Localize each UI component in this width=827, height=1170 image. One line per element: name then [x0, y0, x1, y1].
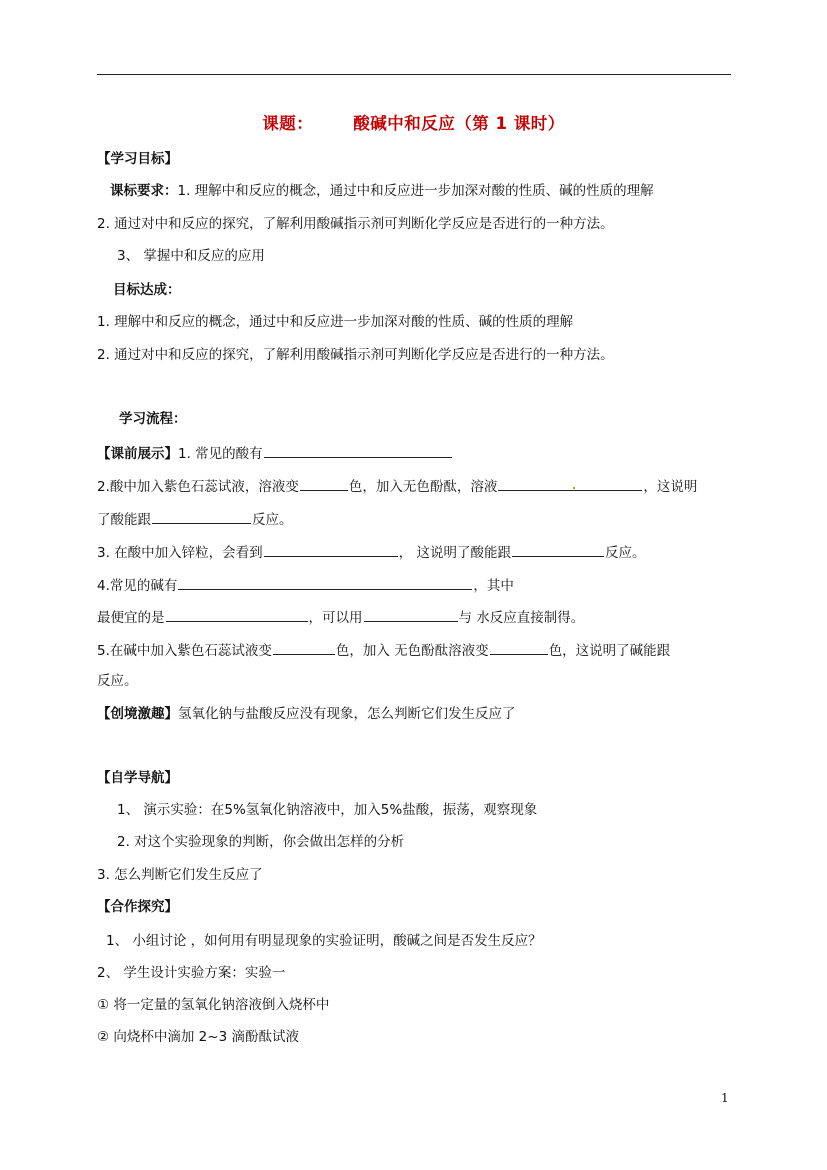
- selfstudy-item-1: 1、 演示实验：在5%氢氧化钠溶液中，加入5%盐酸，振荡，观察现象: [117, 802, 538, 818]
- title-main: 酸碱中和反应（第 1 课时）: [353, 114, 565, 133]
- title-prefix: 课题：: [262, 114, 314, 133]
- answer-blank[interactable]: [166, 607, 308, 622]
- page-number: 1: [721, 1091, 729, 1105]
- preview-q3: 3. 在酸中加入锌粒，会看到 ， 这说明了酸能跟 反应。: [97, 542, 645, 562]
- answer-blank[interactable]: [300, 476, 348, 491]
- answer-blank[interactable]: [364, 607, 458, 622]
- scenario-heading: 【创境激趣】: [97, 706, 178, 722]
- preview-q5-cont: 反应。: [97, 673, 138, 689]
- preview-q4-cont: 最便宜的是 ，可以用 与 水反应直接制得。: [97, 607, 584, 627]
- cooperate-item-2: 2、 学生设计实验方案：实验一: [97, 965, 286, 981]
- achievement-label: 目标达成：: [113, 282, 181, 298]
- answer-blank[interactable]: [498, 476, 642, 491]
- answer-blank[interactable]: [264, 443, 452, 458]
- flow-heading: 学习流程：: [119, 411, 187, 427]
- preview-q5: 5.在碱中加入紫色石蕊试液变 色，加入 无色酚酞溶液变 色，这说明了碱能跟: [97, 640, 670, 660]
- requirement-1: 课标要求：1. 理解中和反应的概念，通过中和反应进一步加深对酸的性质、碱的性质的理解: [110, 183, 654, 199]
- selfstudy-item-2: 2. 对这个实验现象的判断，你会做出怎样的分析: [117, 834, 405, 850]
- header-rule: [97, 74, 731, 75]
- requirement-3: 3、 掌握中和反应的应用: [117, 248, 265, 264]
- requirement-label: 课标要求：: [110, 183, 178, 199]
- answer-blank[interactable]: [178, 575, 472, 590]
- selfstudy-item-3: 3. 怎么判断它们发生反应了: [97, 867, 263, 883]
- answer-blank[interactable]: [273, 640, 335, 655]
- objectives-heading: 【学习目标】: [97, 151, 178, 167]
- selfstudy-heading: 【自学导航】: [97, 770, 178, 786]
- scenario-line: 【创境激趣】氢氧化钠与盐酸反应没有现象，怎么判断它们发生反应了: [97, 706, 516, 722]
- cooperate-step-1: ① 将一定量的氢氧化钠溶液倒入烧杯中: [97, 997, 330, 1013]
- cooperate-heading: 【合作探究】: [97, 899, 178, 915]
- preview-q2-cont: 了酸能跟 反应。: [97, 509, 293, 529]
- answer-blank[interactable]: [264, 542, 398, 557]
- achievement-2: 2. 通过对中和反应的探究，了解利用酸碱指示剂可判断化学反应是否进行的一种方法。: [97, 347, 614, 363]
- cooperate-step-2: ② 向烧杯中滴加 2~3 滴酚酞试液: [97, 1029, 299, 1045]
- requirement-2: 2. 通过对中和反应的探究，了解利用酸碱指示剂可判断化学反应是否进行的一种方法。: [97, 216, 614, 232]
- achievement-1: 1. 理解中和反应的概念，通过中和反应进一步加深对酸的性质、碱的性质的理解: [97, 314, 574, 330]
- preview-q4: 4.常见的碱有 ，其中: [97, 575, 514, 595]
- cooperate-item-1: 1、 小组讨论 ，如何用有明显现象的实验证明，酸碱之间是否发生反应？: [106, 933, 542, 949]
- lesson-title: [0, 110, 827, 134]
- answer-blank[interactable]: [512, 542, 604, 557]
- preview-q1: 【课前展示】1. 常见的酸有: [97, 443, 453, 463]
- preview-heading: 【课前展示】: [97, 446, 178, 462]
- preview-q2: 2.酸中加入紫色石蕊试液，溶液变 色，加入无色酚酞，溶液 ，这说明: [97, 476, 697, 496]
- answer-blank[interactable]: [152, 509, 251, 524]
- answer-blank[interactable]: [490, 640, 548, 655]
